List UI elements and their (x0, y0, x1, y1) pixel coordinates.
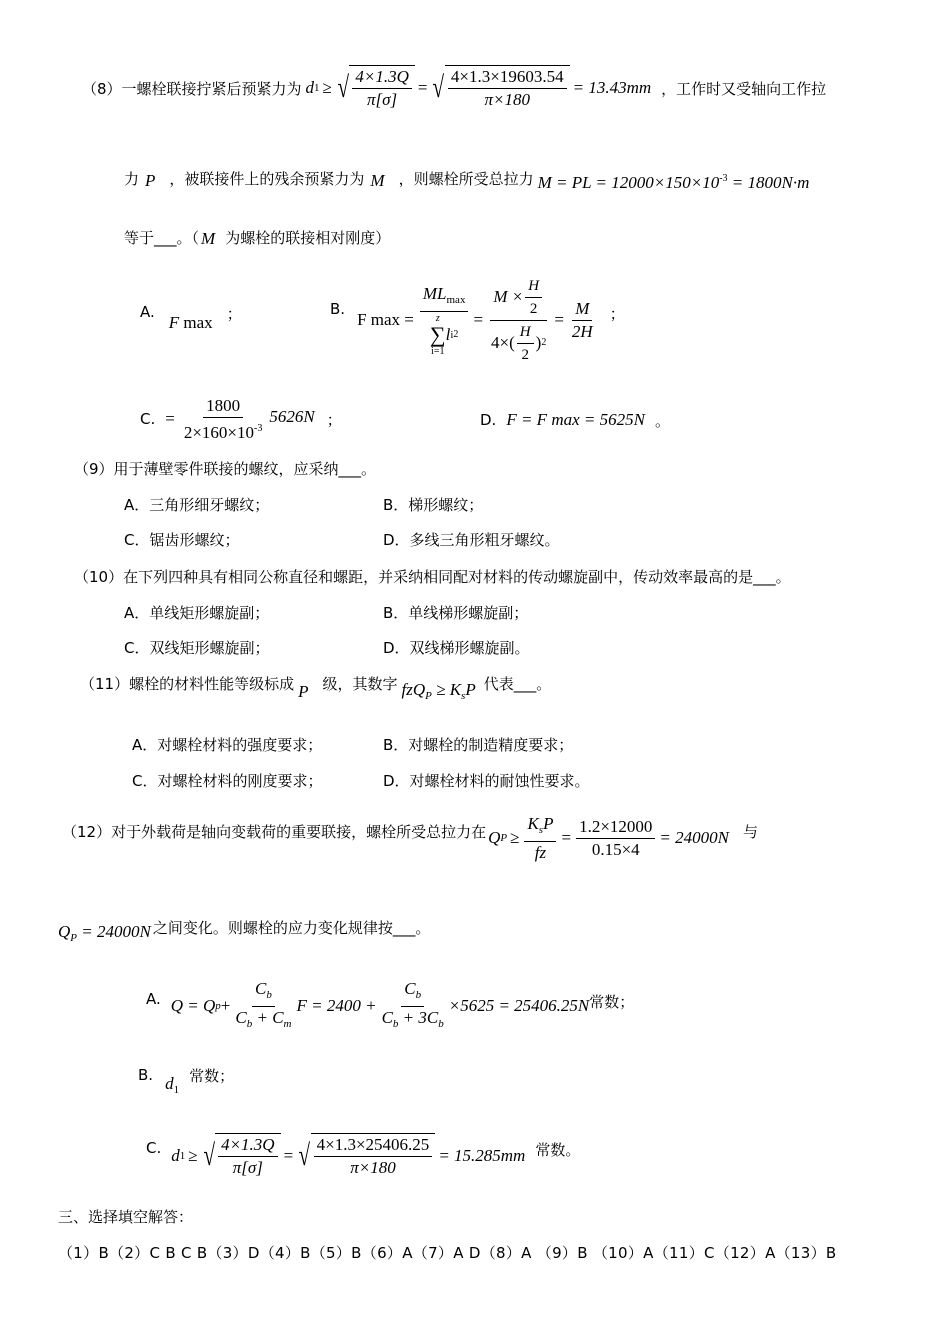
q8-line3: 等于___。（ M 为螺栓的联接相对刚度） (124, 228, 391, 248)
q9-option-c[interactable]: C．锯齿形螺纹； (124, 531, 240, 549)
q12-opta-formula: Q = Q p + $\frac{C_b}{C_b + C_m}$ F = 2400 + $\frac{C_b}{C_b + 3C_b}$ ×5625 = 25406.25N (170, 978, 590, 1030)
q12-line1: （12）对于外载荷是轴向变载荷的重要联接，螺栓所受总拉力在 Q P ≥ $\frac{K_sP}{fz}$ = $\frac{1.2\times 12000}{0.15\times 4}$ = 24000N 与 (62, 813, 758, 862)
q12-formula: Q P ≥ $\frac{K_sP}{fz}$ = $\frac{1.2\times 12000}{0.15\times 4}$ = 24000N (488, 813, 729, 862)
q10-option-b[interactable]: B．单线梯形螺旋副； (383, 604, 529, 622)
q8-moment-formula: M = PL = $12000\times 150\times 10^{-3} = 1800N\cdot m$ (537, 173, 810, 192)
q8-optb-formula: F max = $ML_{max}$ z ∑ i=1 l i 2 = M × $\frac{H}{2}$ 4×( $\frac{H}{2}$ ) 2 = $\frac{M}{2H}$ (357, 277, 593, 363)
q8-sqrt-2: √ $\frac{4\times 1.3\times 19603.54}{\pi\times 180}$ (430, 65, 569, 111)
q12-line2: $Q_P = 24000N$ 之间变化。则螺栓的应力变化规律按___。 (58, 918, 431, 944)
q9-stem: （9）用于薄壁零件联接的螺纹，应采纳___。 (74, 460, 377, 478)
q8-line2: 力 P ，被联接件上的残余预紧力为 M ，则螺栓所受总拉力 M = PL = $12000\times 150\times 10^{-3} = 1800N\cdot m$ (124, 169, 810, 192)
q12-option-a[interactable]: A. Q = Q p + $\frac{C_b}{C_b + C_m}$ F = 2400 + $\frac{C_b}{C_b + 3C_b}$ ×5625 = 25406.25N 常数； (146, 980, 634, 1032)
q8-formula-d1: d 1 ≥ √ $\frac{4\times 1.3Q}{\pi[\sigma]}$ = √ $\frac{4\times 1.3\times 19603.54}{\pi\times 180}$ = 13.43mm (305, 67, 652, 109)
q10-stem: （10）在下列四种具有相同公称直径和螺距，并采纳相同配对材料的传动螺旋副中，传动效率最高的是___。 (74, 568, 791, 586)
q11-option-d[interactable]: D．对螺栓材料的耐蚀性要求。 (383, 772, 590, 790)
q10-option-d[interactable]: D．双线梯形螺旋副。 (383, 639, 530, 657)
q8-option-c[interactable]: C. = $\frac{1800}{2\times 160\times 10^{-3}}$ 5626N ； (140, 395, 342, 442)
q9-option-a[interactable]: A．三角形细牙螺纹； (124, 496, 270, 514)
q11-option-b[interactable]: B．对螺栓的制造精度要求； (383, 736, 574, 754)
q8-option-b[interactable]: B. F max = $ML_{max}$ z ∑ i=1 l i 2 = M × $\frac{H}{2}$ 4×( $\frac{H}{2}$ ) 2 = $\frac{M}{2H}$ ； (330, 277, 625, 363)
q12-option-b[interactable]: B. $d_1$ 常数； (138, 1066, 235, 1096)
q9-option-b[interactable]: B．梯形螺纹； (383, 496, 484, 514)
section3-title: 三、选择填空解答： (58, 1208, 194, 1226)
q8-prefix: （8）一螺栓联接拧紧后预紧力为 (82, 79, 302, 98)
q8-sqrt-1: √ $\frac{4\times 1.3Q}{\pi[\sigma]}$ (335, 65, 415, 111)
q12-optc-formula: d 1 ≥ √ $\frac{4\times 1.3Q}{\pi[\sigma]}$ = √ $\frac{4\times 1.3\times 25406.25}{\pi\times 180}$ = 15.285mm (171, 1135, 526, 1177)
q11-stem: （11）螺栓的材料性能等级标成 P 级，其数字 $fzQ_P \ge K_sP$ 代表___。 (80, 674, 552, 702)
q10-option-c[interactable]: C．双线矩形螺旋副； (124, 639, 270, 657)
q9-option-d[interactable]: D．多线三角形粗牙螺纹。 (383, 531, 560, 549)
q11-option-a[interactable]: A．对螺栓材料的强度要求； (132, 736, 323, 754)
q10-option-a[interactable]: A．单线矩形螺旋副； (124, 604, 270, 622)
q12-option-c[interactable]: C. d 1 ≥ √ $\frac{4\times 1.3Q}{\pi[\sigma]}$ = √ $\frac{4\times 1.3\times 25406.25}{\pi\times 180}$ = 15.285mm 常数。 (146, 1135, 581, 1177)
q11-option-c[interactable]: C．对螺栓材料的刚度要求； (132, 772, 323, 790)
section3-answers: （1）B（2）C B C B（3）D（4）B（5）B（6）A（7）A D（8）A （9）B （10）A（11）C（12）A（13）B (58, 1244, 837, 1262)
q8-option-d[interactable]: D. F = F max = 5625N 。 (480, 410, 670, 430)
q8-line1: （8）一螺栓联接拧紧后预紧力为 d 1 ≥ √ $\frac{4\times 1.3Q}{\pi[\sigma]}$ = √ $\frac{4\times 1.3\times 19603.54}{\pi\times 180}$ = 13.43mm ，工作时又受轴向工作拉 (82, 67, 827, 109)
q11-formula: $fzQ_P \ge K_sP$ (401, 680, 476, 702)
q8-option-a[interactable]: A. F max ； (140, 303, 242, 332)
